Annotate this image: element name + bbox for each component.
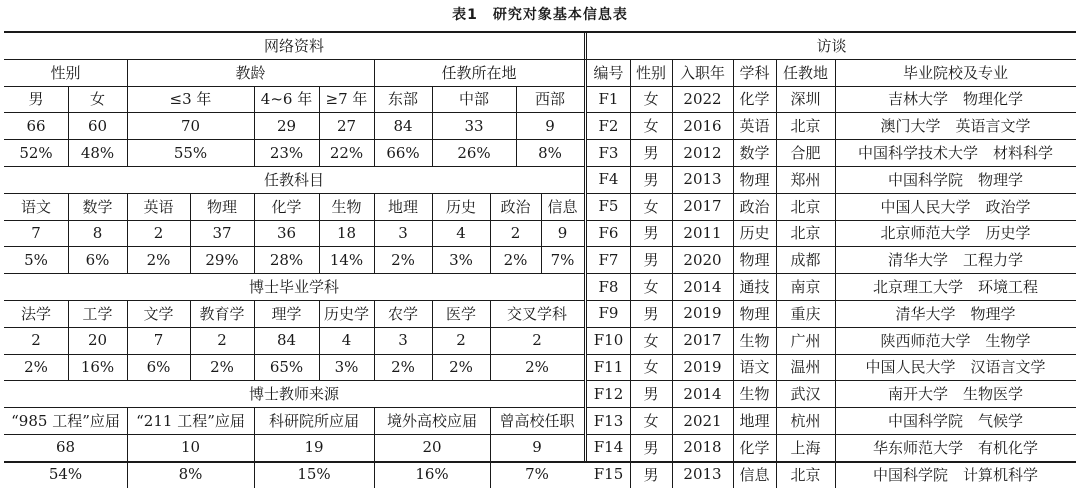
table-cell: 2% (391, 250, 415, 269)
right-heading: 访谈 (816, 36, 847, 55)
table-cell: 68 (55, 438, 76, 457)
column-rule (127, 139, 128, 166)
table-cell: 男 (28, 90, 44, 109)
table-cell: 8% (538, 143, 562, 162)
table-cell: 生物 (739, 331, 770, 350)
table-cell: 2012 (683, 143, 722, 162)
table-cell: 物理 (739, 251, 770, 270)
column-rule (541, 193, 542, 220)
table-cell: 北京师范大学 历史学 (880, 224, 1031, 243)
table-cell: 66 (26, 116, 46, 135)
table-cell: 33 (464, 116, 484, 135)
table-cell: F5 (598, 197, 619, 216)
table-cell: 2014 (683, 277, 722, 296)
section-title: 博士毕业学科 (248, 278, 339, 297)
table-cell: 政治 (500, 197, 531, 216)
column-header: 任教地 (782, 63, 828, 82)
column-rule (68, 193, 69, 220)
table-cell: 23% (269, 143, 304, 162)
table-cell: 2 (456, 331, 466, 350)
section-title: 博士教师来源 (248, 385, 339, 404)
group-header: 教龄 (235, 63, 266, 82)
column-rule (127, 327, 128, 354)
table-cell: 2020 (683, 250, 722, 269)
column-rule (68, 327, 69, 354)
column-rule (68, 139, 69, 166)
table-cell: 36 (276, 223, 297, 242)
column-rule (127, 193, 128, 220)
table-cell: F8 (598, 277, 619, 296)
table-cell: 2% (391, 357, 415, 376)
table-cell: 数学 (739, 144, 770, 163)
table-cell: 26% (457, 143, 491, 162)
table-cell: 女 (643, 90, 659, 109)
table-cell: 2016 (683, 116, 722, 135)
column-rule (127, 220, 128, 247)
table-cell: 2% (210, 357, 234, 376)
column-rule (254, 112, 255, 139)
table-cell: F13 (593, 411, 624, 430)
table-cell: 女 (643, 197, 659, 216)
group-header: 性别 (50, 63, 81, 82)
column-rule (374, 461, 375, 488)
table-cell: F7 (598, 250, 619, 269)
group-header: 任教所在地 (441, 63, 517, 82)
table-cell: 2% (503, 250, 528, 269)
column-header: 入职年 (679, 63, 725, 82)
column-rule (319, 354, 320, 381)
table-cell: 生物 (331, 197, 362, 216)
column-rule (490, 300, 491, 327)
column-rule (374, 193, 375, 220)
table-cell: 化学 (739, 90, 770, 109)
column-rule (432, 193, 433, 220)
column-rule (516, 112, 517, 139)
table-cell: 法学 (20, 304, 51, 323)
table-cell: F4 (598, 170, 619, 189)
column-rule (374, 407, 375, 434)
column-rule (432, 139, 433, 166)
table-cell: 境外高校应届 (386, 412, 477, 431)
table-cell: 北京 (790, 117, 821, 136)
table-cell: 7% (525, 465, 549, 484)
column-rule (374, 59, 375, 86)
column-rule (516, 86, 517, 113)
table-cell: 27 (336, 116, 357, 135)
table-cell: 中国科学技术大学 材料科学 (857, 144, 1053, 163)
table-cell: 4 (456, 223, 466, 242)
table-cell: 吉林大学 物理化学 (887, 90, 1023, 109)
table-cell: “211 工程”应届 (136, 412, 245, 431)
table-cell: 2011 (683, 223, 722, 242)
table-cell: 男 (643, 170, 659, 189)
table-cell: 55% (173, 143, 208, 162)
column-rule (516, 139, 517, 166)
table-cell: 男 (643, 251, 659, 270)
table-cell: 6% (146, 357, 171, 376)
column-rule (374, 139, 375, 166)
table-cell: 陕西师范大学 生物学 (880, 331, 1031, 350)
table-cell: 29 (276, 116, 297, 135)
column-rule (319, 220, 320, 247)
table-cell: 女 (643, 331, 659, 350)
table-cell: 7 (153, 331, 164, 350)
table-cell: 物理 (739, 304, 770, 323)
table-cell: 英语 (143, 197, 174, 216)
table-cell: 男 (643, 438, 659, 457)
column-rule (190, 246, 191, 273)
table-cell: 2019 (683, 304, 722, 323)
left-heading: 网络资料 (263, 36, 324, 55)
table-cell: 清华大学 工程力学 (887, 251, 1023, 270)
column-rule (254, 139, 255, 166)
table-cell: 男 (643, 465, 659, 484)
table-cell: F2 (598, 116, 619, 135)
column-rule (319, 327, 320, 354)
table-cell: 西部 (534, 90, 565, 109)
table-cell: 7 (31, 223, 41, 242)
column-rule (127, 461, 128, 488)
column-rule (319, 246, 320, 273)
table-cell: 2022 (683, 89, 722, 108)
column-rule (127, 434, 128, 461)
column-rule (374, 220, 375, 247)
table-cell: 8 (92, 223, 103, 242)
column-rule (68, 220, 69, 247)
table-cell: ≥7 年 (325, 90, 368, 109)
table-cell: 数学 (82, 197, 113, 216)
table-cell: 2% (24, 357, 48, 376)
column-rule (432, 112, 433, 139)
table-cell: 科研院所应届 (268, 412, 359, 431)
table-cell: 南开大学 生物医学 (887, 385, 1023, 404)
table-cell: 84 (276, 331, 297, 350)
column-rule (490, 246, 491, 273)
table-cell: 3% (449, 250, 473, 269)
column-rule (432, 300, 433, 327)
table-cell: 52% (19, 143, 53, 162)
table-cell: 重庆 (790, 304, 821, 323)
column-rule (127, 407, 128, 434)
table-cell: 理学 (271, 304, 302, 323)
table-cell: 女 (89, 90, 105, 109)
table-cell: 女 (643, 358, 659, 377)
table-cell: 2017 (683, 197, 722, 216)
column-rule (190, 193, 191, 220)
column-rule (374, 327, 375, 354)
table-cell: F9 (598, 304, 619, 323)
table-cell: F12 (593, 384, 624, 403)
table-cell: 交叉学科 (506, 304, 567, 323)
table-cell: 4~6 年 (260, 90, 313, 109)
table-cell: 通技 (739, 278, 770, 297)
table-cell: 中国人民大学 汉语言文学 (865, 358, 1046, 377)
table-cell: 物理 (206, 197, 237, 216)
column-rule (127, 300, 128, 327)
table-cell: 广州 (790, 331, 821, 350)
table-cell: 语文 (20, 197, 51, 216)
table-cell: 教育学 (199, 304, 245, 323)
table-cell: 22% (329, 143, 364, 162)
table-cell: 曾高校任职 (499, 412, 575, 431)
column-rule (490, 354, 491, 381)
table-cell: F3 (598, 143, 619, 162)
column-rule (254, 86, 255, 113)
table-cell: 化学 (739, 438, 770, 457)
table-cell: 2021 (683, 411, 722, 430)
column-rule (490, 193, 491, 220)
column-rule (68, 354, 69, 381)
column-rule (254, 246, 255, 273)
column-rule (432, 354, 433, 381)
table-cell: 中国人民大学 政治学 (880, 197, 1031, 216)
table-cell: 2 (153, 223, 164, 242)
table-cell: 10 (180, 438, 201, 457)
section-title: 任教科目 (263, 170, 324, 189)
column-header: 学科 (739, 63, 770, 82)
column-rule (254, 461, 255, 488)
table-cell: 武汉 (790, 385, 821, 404)
column-header: 毕业院校及专业 (902, 63, 1008, 82)
table-cell: 20 (87, 331, 108, 350)
table-cell: 南京 (790, 278, 821, 297)
table-cell: 信息 (547, 197, 578, 216)
table-cell: 2 (31, 331, 41, 350)
table-cell: 29% (205, 250, 239, 269)
table-cell: 37 (212, 223, 232, 242)
table-cell: 2% (449, 357, 473, 376)
column-rule (68, 300, 69, 327)
column-rule (127, 354, 128, 381)
column-rule (490, 434, 491, 461)
table-cell: 杭州 (790, 412, 821, 431)
table-cell: 工学 (82, 304, 113, 323)
table-cell: 信息 (739, 465, 770, 484)
table-cell: 16% (80, 357, 115, 376)
table-cell: F10 (593, 331, 624, 350)
table-cell: 中国科学院 物理学 (887, 170, 1023, 189)
table-cell: 2013 (683, 465, 722, 484)
table-cell: 5% (24, 250, 48, 269)
column-rule (254, 434, 255, 461)
table-cell: F6 (598, 223, 619, 242)
table-cell: 文学 (143, 304, 174, 323)
column-rule (254, 407, 255, 434)
table-cell: 9 (545, 116, 555, 135)
table-cell: 中国科学院 计算机科学 (872, 465, 1038, 484)
table-cell: 中国科学院 气候学 (887, 412, 1023, 431)
table-cell: 男 (643, 385, 659, 404)
table-cell: 60 (87, 116, 108, 135)
table-cell: 65% (269, 357, 304, 376)
column-rule (432, 246, 433, 273)
column-rule (319, 112, 320, 139)
column-rule (374, 86, 375, 113)
column-rule (541, 220, 542, 247)
column-rule (374, 246, 375, 273)
table-cell: 郑州 (790, 170, 821, 189)
table-cell: 中部 (458, 90, 489, 109)
column-rule (68, 112, 69, 139)
table-cell: 2 (217, 331, 227, 350)
column-rule (190, 220, 191, 247)
table-cell: 2018 (683, 438, 722, 457)
table-cell: F15 (593, 465, 624, 484)
table-cell: 北京理工大学 环境工程 (872, 278, 1038, 297)
column-header: 性别 (635, 63, 666, 82)
table-cell: 医学 (445, 304, 476, 323)
column-rule (541, 246, 542, 273)
table-cell: 2013 (683, 170, 722, 189)
column-rule (374, 300, 375, 327)
table-cell: 70 (180, 116, 201, 135)
table-cell: 历史 (739, 224, 770, 243)
table-cell: 48% (80, 143, 115, 162)
table-cell: 化学 (271, 197, 302, 216)
table-cell: 20 (422, 438, 442, 457)
table-cell: 3 (398, 331, 408, 350)
table-cell: 2017 (683, 331, 722, 350)
table-cell: 15% (297, 465, 331, 484)
column-rule (190, 300, 191, 327)
table-cell: 上海 (790, 438, 821, 457)
column-rule (254, 220, 255, 247)
table-caption: 表1 研究对象基本信息表 (452, 7, 628, 23)
column-rule (490, 407, 491, 434)
table-cell: F11 (593, 357, 624, 376)
table-cell: 2019 (683, 357, 722, 376)
table-cell: 英语 (739, 117, 770, 136)
column-rule (374, 112, 375, 139)
column-rule (68, 246, 69, 273)
table-cell: 3% (334, 357, 359, 376)
column-rule (319, 139, 320, 166)
column-rule (127, 86, 128, 113)
table-cell: 4 (341, 331, 352, 350)
table-cell: 语文 (739, 358, 770, 377)
table-cell: 6% (85, 250, 110, 269)
column-rule (490, 220, 491, 247)
column-rule (374, 354, 375, 381)
table-cell: 3 (398, 223, 408, 242)
table-cell: 地理 (739, 412, 770, 431)
table-cell: F14 (593, 438, 624, 457)
table-cell: 2% (146, 250, 171, 269)
table-cell: 19 (304, 438, 324, 457)
table-cell: 2 (532, 331, 542, 350)
table-cell: 地理 (387, 197, 418, 216)
table-cell: 男 (643, 304, 659, 323)
table-cell: 华东师范大学 有机化学 (872, 438, 1038, 457)
table-cell: 农学 (387, 304, 418, 323)
table-cell: 66% (386, 143, 420, 162)
table-cell: 14% (329, 250, 364, 269)
table-cell: 清华大学 物理学 (895, 304, 1016, 323)
table-cell: 男 (643, 144, 659, 163)
column-rule (432, 327, 433, 354)
table-cell: 9 (557, 223, 568, 242)
table-cell: 2% (525, 357, 549, 376)
table-cell: 合肥 (790, 144, 821, 163)
table-cell: 东部 (387, 90, 418, 109)
column-rule (190, 327, 191, 354)
column-rule (190, 354, 191, 381)
table-cell: ≤3 年 (169, 90, 212, 109)
table-cell: 7% (550, 250, 575, 269)
column-rule (254, 354, 255, 381)
table-cell: 9 (532, 438, 542, 457)
column-rule (319, 86, 320, 113)
column-header: 编号 (593, 63, 624, 82)
table-cell: 历史 (445, 197, 476, 216)
column-rule (432, 86, 433, 113)
table-cell: 温州 (790, 358, 821, 377)
column-rule (254, 300, 255, 327)
table-cell: 8% (178, 465, 203, 484)
table-cell: 政治 (739, 197, 770, 216)
table-cell: 女 (643, 412, 659, 431)
table-cell: 生物 (739, 385, 770, 404)
table-cell: 深圳 (790, 90, 821, 109)
table-cell: 84 (393, 116, 413, 135)
table-cell: 男 (643, 224, 659, 243)
table-cell: 历史学 (323, 304, 369, 323)
table-cell: 澳门大学 英语言文学 (880, 117, 1031, 136)
column-rule (127, 59, 128, 86)
column-rule (127, 246, 128, 273)
table-cell: 成都 (790, 251, 821, 270)
table-cell: 18 (336, 223, 357, 242)
column-rule (319, 300, 320, 327)
table-cell: “985 工程”应届 (11, 412, 120, 431)
table-cell: 物理 (739, 170, 770, 189)
table-cell: 16% (415, 465, 449, 484)
table-cell: 北京 (790, 224, 821, 243)
table-cell: 2014 (683, 384, 722, 403)
column-rule (490, 327, 491, 354)
column-rule (432, 220, 433, 247)
table-cell: 54% (48, 465, 83, 484)
column-rule (68, 86, 69, 113)
table-cell: 北京 (790, 197, 821, 216)
column-rule (254, 327, 255, 354)
column-rule (490, 461, 491, 488)
table-cell: F1 (598, 89, 619, 108)
table-cell: 2 (510, 223, 521, 242)
table-cell: 女 (643, 278, 659, 297)
table-cell: 女 (643, 117, 659, 136)
column-rule (254, 193, 255, 220)
table-cell: 北京 (790, 465, 821, 484)
column-rule (374, 434, 375, 461)
column-rule (319, 193, 320, 220)
column-rule (127, 112, 128, 139)
table-cell: 28% (269, 250, 304, 269)
